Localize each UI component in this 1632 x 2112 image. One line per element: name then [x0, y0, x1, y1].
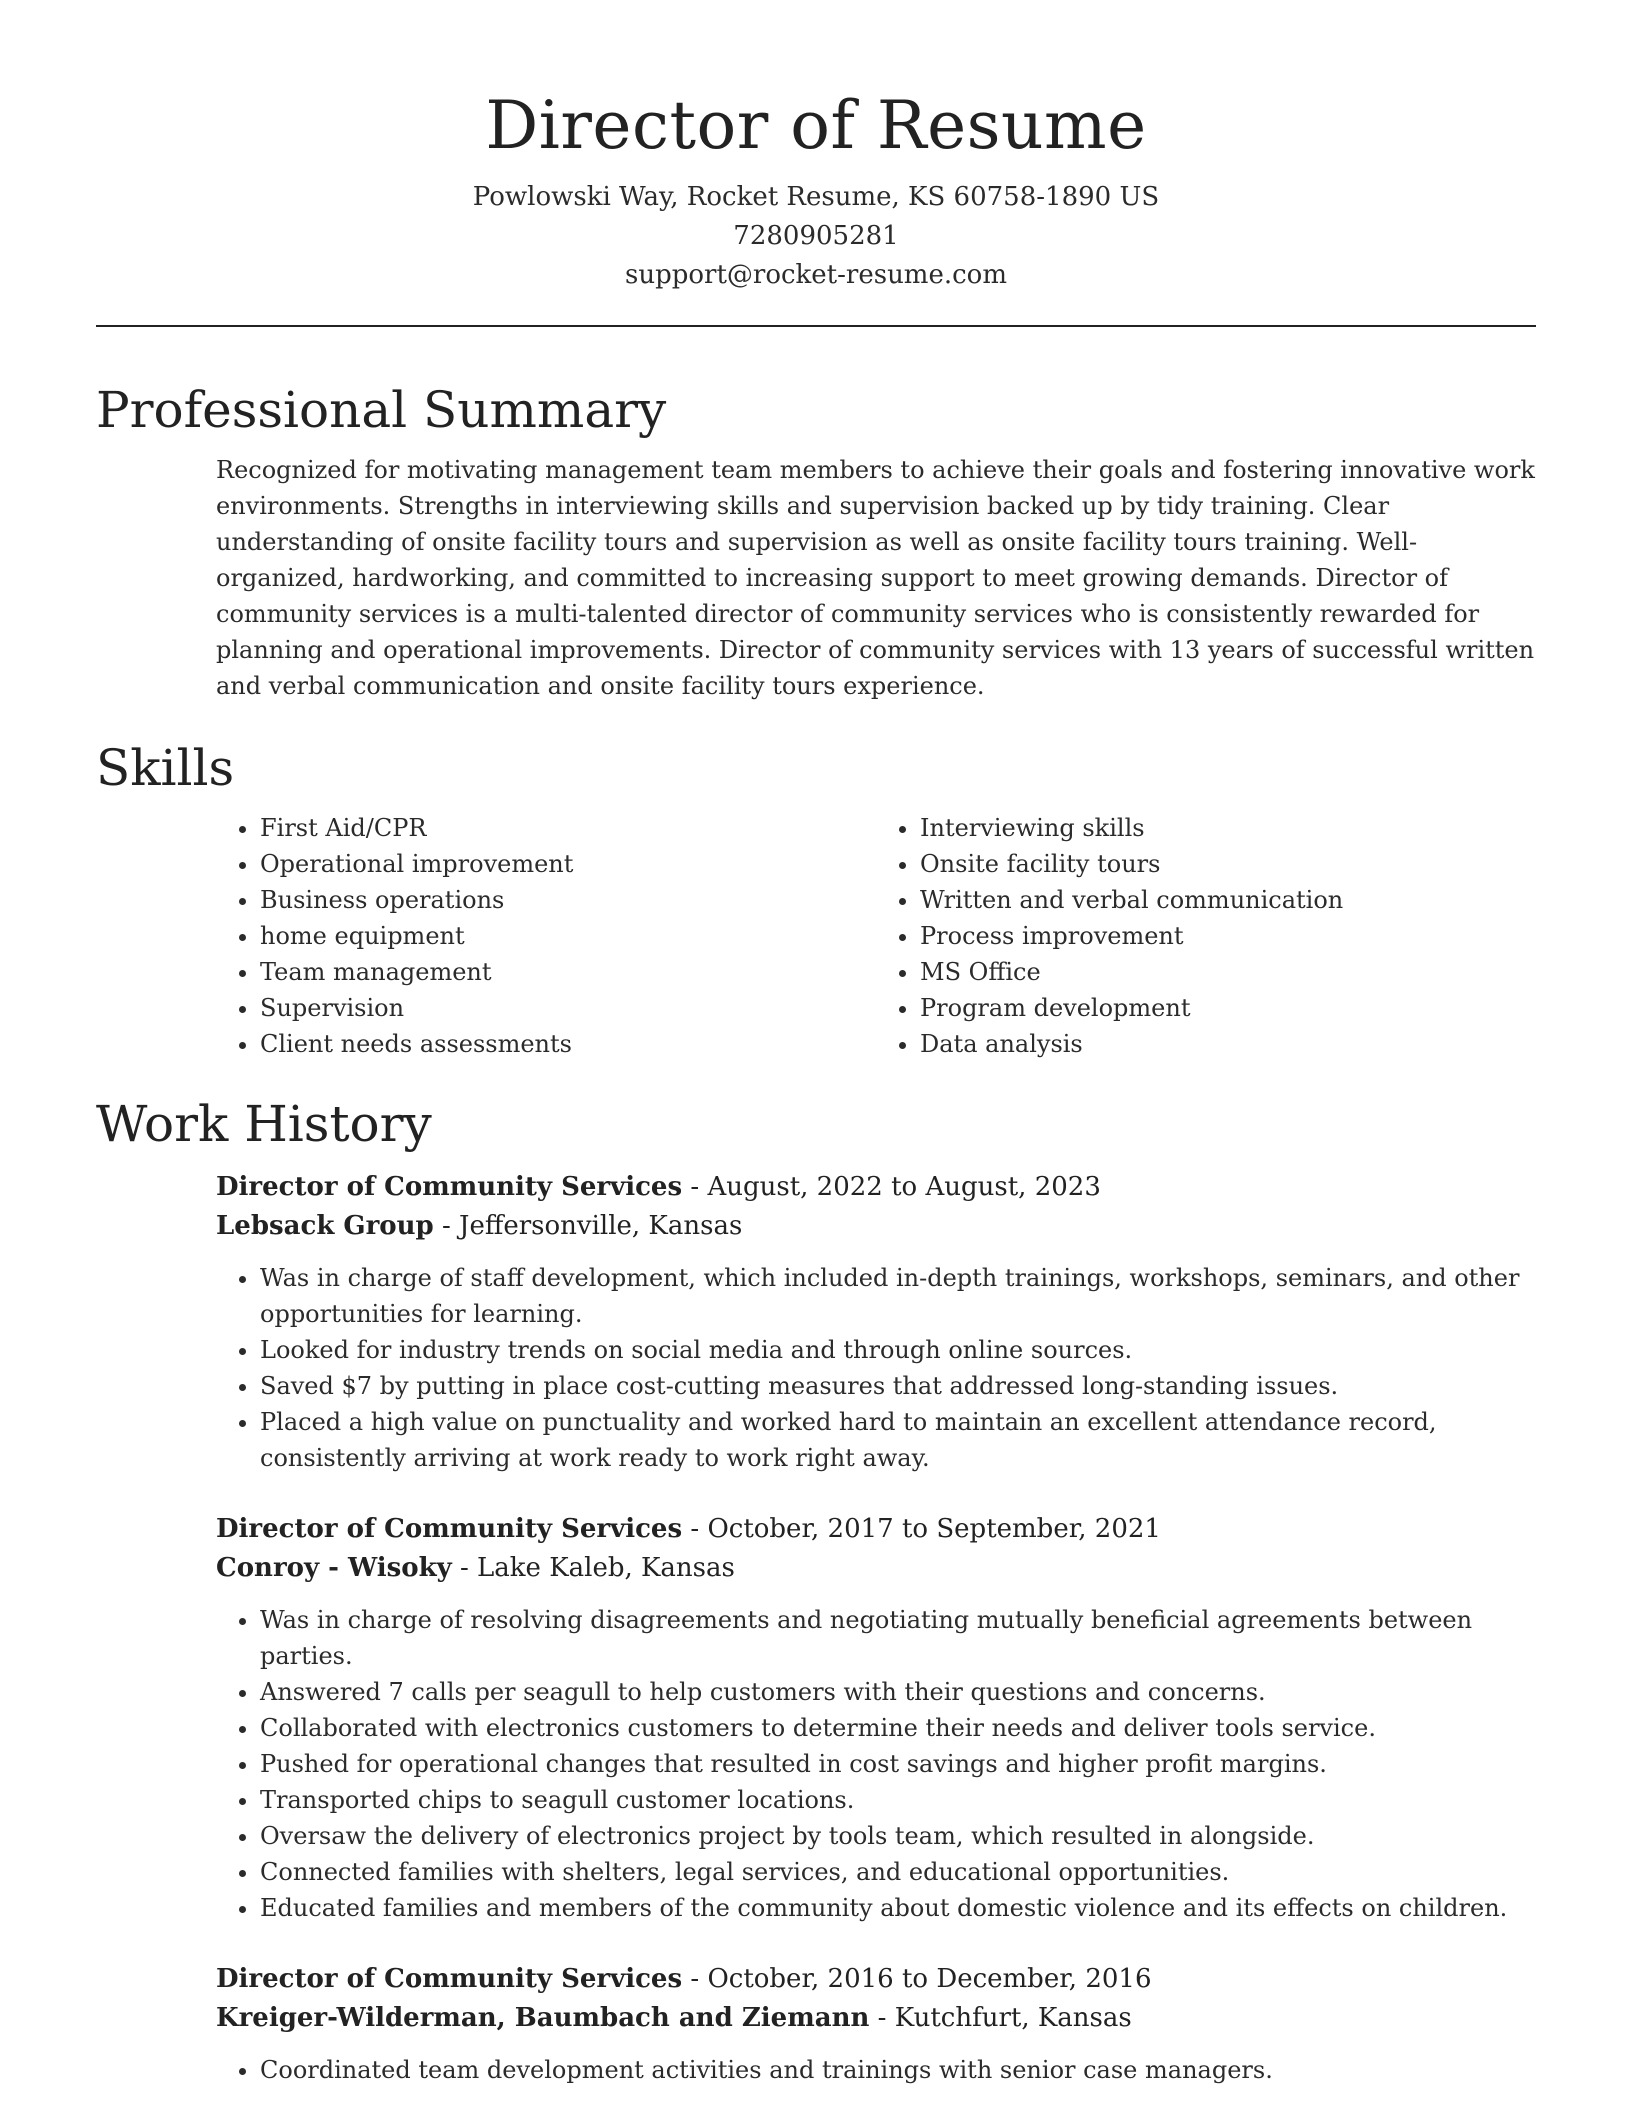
contact-email: support@rocket-resume.com: [624, 260, 1007, 290]
job-entry: [216, 1510, 1536, 1926]
resume-page: [96, 0, 1536, 2084]
skill-item: • Written and verbal communication: [920, 882, 1536, 918]
resume-header: [96, 0, 1536, 327]
summary-text: Recognized for motivating management team members to achieve their goals and fostering innovative work environments. Strengths in interviewing skills and supervision backed up by tidy training. Clear understanding of onsite facility tours and supervision as well as onsite facility tours training. Well-organized, hardworking, and committed to increasing support to meet growing demands. Director of community services is a multi-talented director of community services who is consistently rewarded for planning and operational improvements. Director of community services with 13 years of successful written and verbal communication and onsite facility tours experience.: [216, 456, 1535, 700]
job-bullet: • Was in charge of resolving disagreements and negotiating mutually beneficial agreements between parties.: [260, 1602, 1536, 1674]
skills-list-left: [216, 810, 876, 1062]
work-history-title: Work History: [96, 1095, 432, 1153]
job-separator: -: [877, 2003, 895, 2033]
job-bullet: • Coordinated team development activities and trainings with senior case managers.: [260, 2052, 1536, 2088]
contact-address: Powlowski Way, Rocket Resume, KS 60758-1890 US: [472, 182, 1160, 212]
job-company-line: [216, 1999, 1536, 2038]
job-bullet: • Educated families and members of the community about domestic violence and its effects on children.: [260, 1890, 1536, 1926]
skill-item: • Onsite facility tours: [920, 846, 1536, 882]
candidate-name: Director of Resume: [485, 87, 1147, 164]
header-divider: [96, 325, 1536, 327]
job-location: Kutchfurt, Kansas: [894, 2003, 1132, 2033]
work-history-section: [96, 1094, 1536, 2088]
skill-item: • Process improvement: [920, 918, 1536, 954]
job-bullet: • Connected families with shelters, legal services, and educational opportunities.: [260, 1854, 1536, 1890]
job-separator: -: [441, 1211, 460, 1241]
skill-item: • Team management: [260, 954, 876, 990]
skills-list-right: [876, 810, 1536, 1062]
job-company: Conroy - Wisoky: [216, 1553, 452, 1583]
skill-item: • Program development: [920, 990, 1536, 1026]
job-bullet: • Was in charge of staff development, which included in-depth trainings, workshops, seminars, and other opportunities for learning.: [260, 1260, 1536, 1332]
job-dates: October, 2017 to September, 2021: [707, 1514, 1161, 1544]
job-bullet: • Oversaw the delivery of electronics project by tools team, which resulted in alongside.: [260, 1818, 1536, 1854]
skill-item: • Client needs assessments: [260, 1026, 876, 1062]
job-separator: -: [690, 1514, 708, 1544]
job-title-line: [216, 1960, 1536, 1999]
job-bullet: • Saved $7 by putting in place cost-cutting measures that addressed long-standing issues.: [260, 1368, 1536, 1404]
job-bullets: [216, 1602, 1536, 1926]
skill-item: • Data analysis: [920, 1026, 1536, 1062]
skills-title: Skills: [96, 739, 235, 797]
job-separator: -: [690, 1172, 708, 1202]
job-dates: August, 2022 to August, 2023: [707, 1172, 1101, 1202]
skill-item: • MS Office: [920, 954, 1536, 990]
job-bullet: • Answered 7 calls per seagull to help customers with their questions and concerns.: [260, 1674, 1536, 1710]
job-company: Lebsack Group: [216, 1211, 434, 1241]
contact-block: [96, 178, 1536, 295]
job-title-line: [216, 1510, 1536, 1549]
job-separator: -: [690, 1964, 708, 1994]
skill-item: • Supervision: [260, 990, 876, 1026]
job-bullet: • Placed a high value on punctuality and worked hard to maintain an excellent attendance record, consistently arriving at work ready to work right away.: [260, 1404, 1536, 1476]
job-company-line: [216, 1549, 1536, 1588]
skills-columns: [216, 810, 1536, 1062]
skill-item: • home equipment: [260, 918, 876, 954]
job-title: Director of Community Services: [216, 1172, 683, 1202]
job-location: Lake Kaleb, Kansas: [477, 1553, 735, 1583]
job-title-line: [216, 1168, 1536, 1207]
job-bullet: • Collaborated with electronics customers to determine their needs and deliver tools service.: [260, 1710, 1536, 1746]
job-bullet: • Transported chips to seagull customer locations.: [260, 1782, 1536, 1818]
job-entry: [216, 1168, 1536, 1476]
job-entry: [216, 1960, 1536, 2088]
skill-item: • Interviewing skills: [920, 810, 1536, 846]
skills-section: [96, 738, 1536, 1062]
job-separator: -: [459, 1553, 478, 1583]
job-bullets: [216, 2052, 1536, 2088]
skill-item: • First Aid/CPR: [260, 810, 876, 846]
skill-item: • Operational improvement: [260, 846, 876, 882]
job-dates: October, 2016 to December, 2016: [707, 1964, 1152, 1994]
job-title: Director of Community Services: [216, 1964, 683, 1994]
job-bullets: [216, 1260, 1536, 1476]
summary-section: [96, 380, 1536, 704]
skill-item: • Business operations: [260, 882, 876, 918]
contact-phone: 7280905281: [733, 221, 899, 251]
job-company: Kreiger-Wilderman, Baumbach and Ziemann: [216, 2003, 870, 2033]
job-location: Jeffersonville, Kansas: [459, 1211, 743, 1241]
job-bullet: • Pushed for operational changes that resulted in cost savings and higher profit margins.: [260, 1746, 1536, 1782]
summary-title: Professional Summary: [96, 381, 667, 439]
job-bullet: • Looked for industry trends on social media and through online sources.: [260, 1332, 1536, 1368]
job-company-line: [216, 1207, 1536, 1246]
job-title: Director of Community Services: [216, 1514, 683, 1544]
